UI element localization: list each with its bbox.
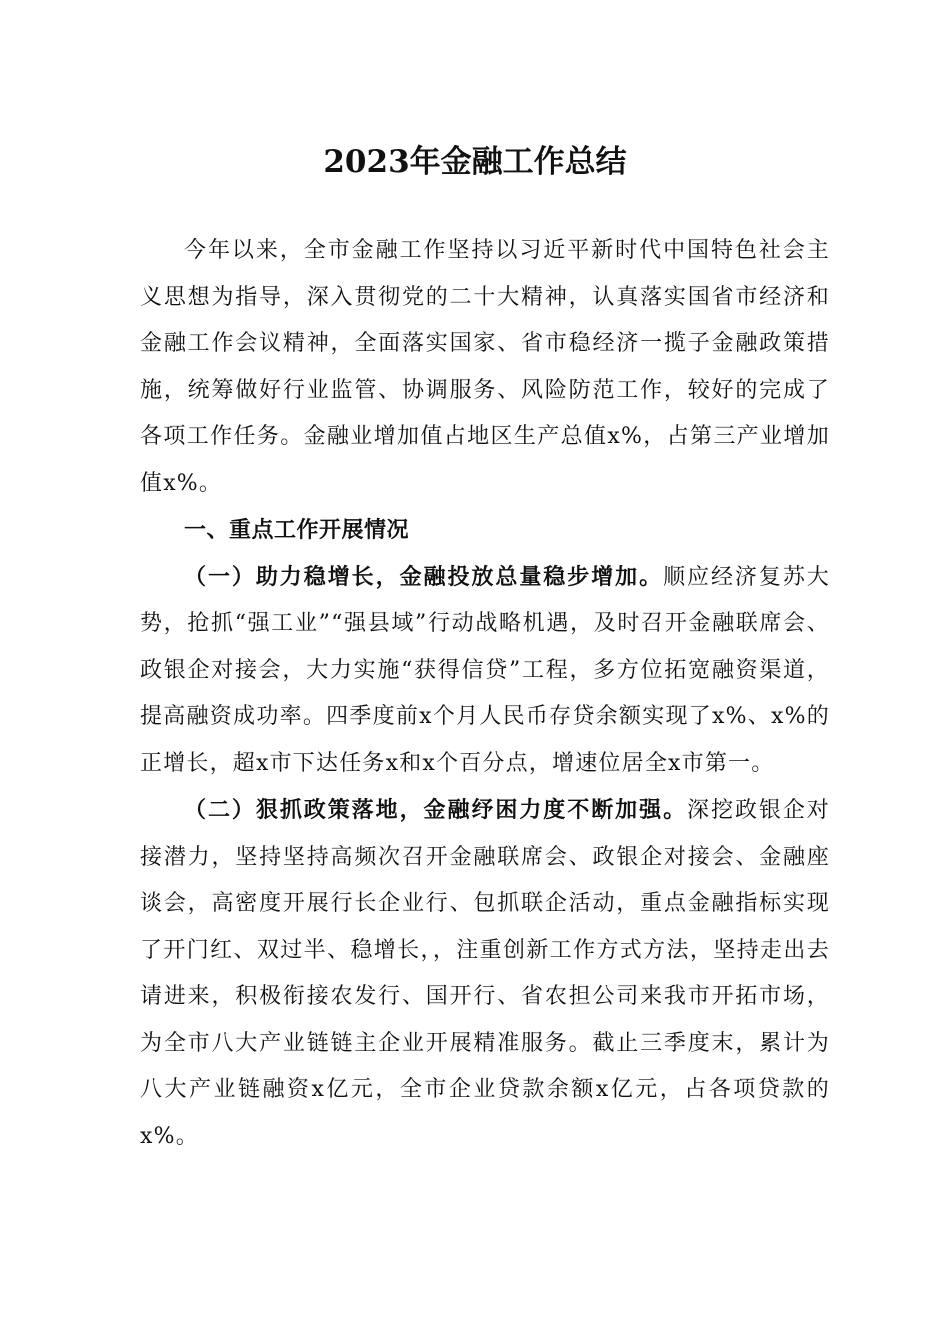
item-1-paragraph	[140, 554, 830, 788]
item-2-lead: （二）狠抓政策落地，金融纾困力度不断加强。	[184, 797, 688, 823]
item-1-text: 顺应经济复苏大势，抢抓“强工业”“强县域”行动战略机遇，及时召开金融联席会、政银企对接会，大力实施“获得信贷”工程，多方位拓宽融资渠道，提高融资成功率。四季度前x个月人民币存贷余额实现了x%、x%的正增长，超x市下达任务x和x个百分点，增速位居全x市第一。	[140, 564, 830, 776]
item-2-text: 深挖政银企对接潜力，坚持坚持高频次召开金融联席会、政银企对接会、金融座谈会，高密度开展行长企业行、包抓联企活动，重点金融指标实现了开门红、双过半、稳增长，，注重创新工作方式方法，坚持走出去请进来，积极衔接农发行、国开行、省农担公司来我市开拓市场，为全市八大产业链链主企业开展精准服务。截止三季度末，累计为八大产业链融资x亿元，全市企业贷款余额x亿元，占各项贷款的x%。	[140, 798, 830, 1149]
item-1-lead: （一）助力稳增长，金融投放总量稳步增加。	[184, 563, 664, 590]
document-title: 2023年金融工作总结	[323, 144, 627, 180]
item-2-paragraph	[140, 787, 830, 1160]
document-body	[140, 228, 830, 1160]
section-heading: 一、重点工作开展情况	[184, 517, 410, 543]
intro-paragraph: 今年以来，全市金融工作坚持以习近平新时代中国特色社会主义思想为指导，深入贯彻党的二十大精神，认真落实国省市经济和金融工作会议精神，全面落实国家、省市稳经济一揽子金融政策措施，统筹做好行业监管、协调服务、风险防范工作，较好的完成了各项工作任务。金融业增加值占地区生产总值x%，占第三产业增加值x%。	[140, 238, 830, 496]
